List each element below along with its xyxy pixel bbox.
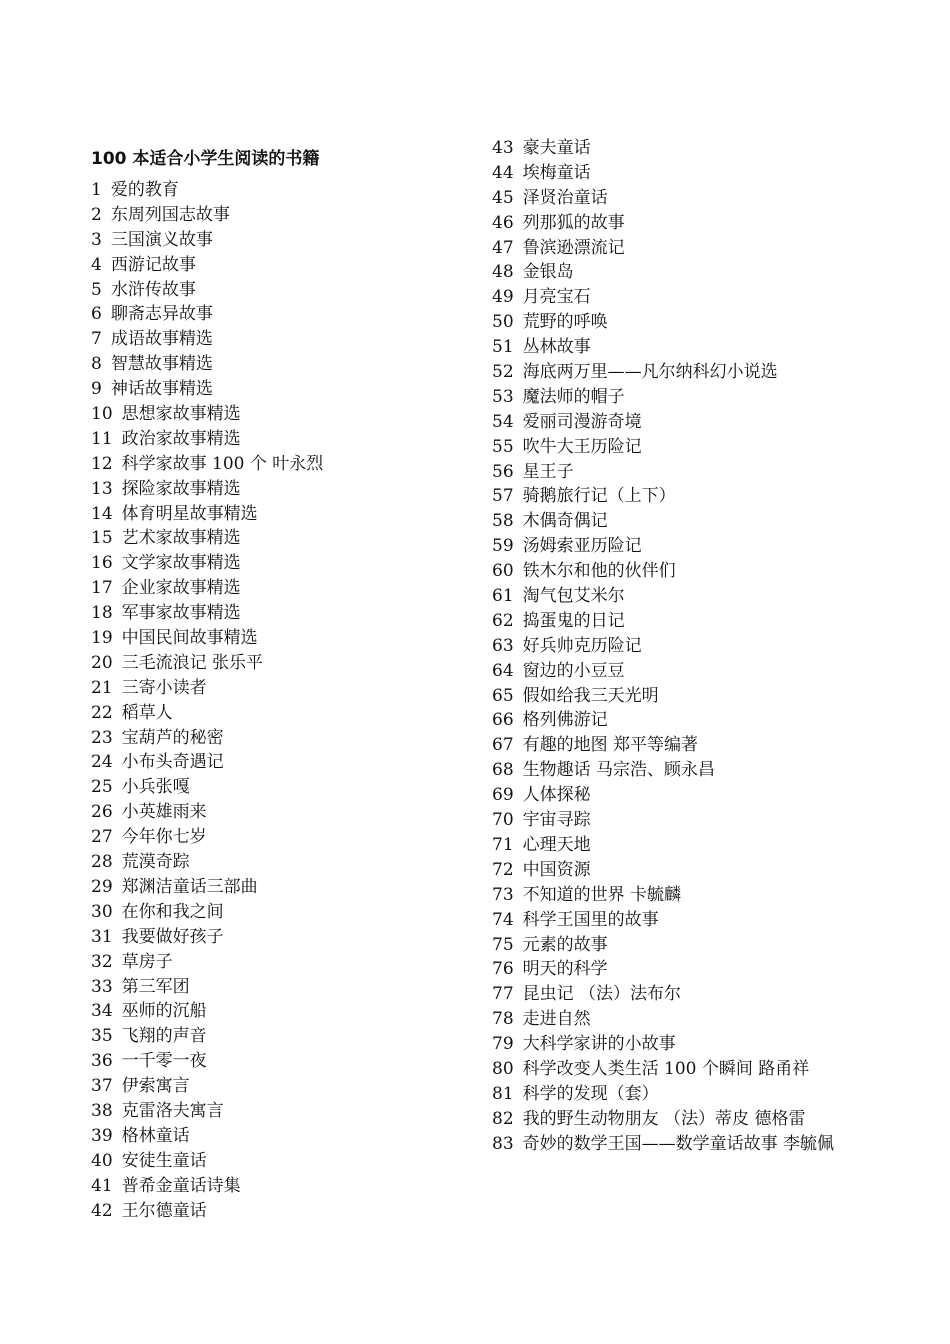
book-list-item [91,626,471,651]
book-list-item [91,925,471,950]
book-number: 43 [492,138,514,158]
book-number: 52 [492,362,514,383]
book-title: 豪夫童话 [522,138,591,158]
book-number: 32 [91,951,113,972]
book-title: 文学家故事精选 [121,553,241,574]
book-title: 小兵张嘎 [121,777,190,798]
book-list-item [492,1132,864,1157]
book-title: 三毛流浪记 张乐平 [121,652,264,673]
book-title: 一千零一夜 [121,1051,207,1072]
book-number: 20 [91,652,113,673]
book-number: 79 [492,1034,514,1055]
book-title: 木偶奇偶记 [522,511,608,532]
book-title: 心理天地 [522,834,591,855]
book-number: 50 [492,312,514,333]
book-list-item [91,701,471,726]
book-list-item [492,285,872,310]
book-title: 普希金童话诗集 [121,1175,241,1196]
book-list-item [492,584,872,609]
book-number: 42 [91,1200,113,1221]
book-list-item [492,1007,872,1032]
book-title: 格列佛游记 [522,710,608,731]
book-list-item [492,410,872,435]
book-list-item [91,775,471,800]
book-title: 荒漠奇踪 [121,852,190,873]
book-number: 11 [91,428,113,449]
book-number: 65 [492,685,514,706]
book-title: 铁木尔和他的伙伴们 [522,561,676,582]
book-list-item [492,634,872,659]
book-list-item [492,435,872,460]
book-title: 克雷洛夫寓言 [121,1100,224,1121]
book-list-item [91,203,471,228]
book-title: 稻草人 [121,702,173,723]
book-title: 魔法师的帽子 [522,386,625,407]
book-number: 18 [91,603,113,624]
book-list-item [91,825,471,850]
book-number: 7 [91,329,102,350]
book-list-right [492,136,872,1157]
book-number: 80 [492,1058,514,1079]
book-title: 宝葫芦的秘密 [121,727,224,748]
book-list-item [91,253,471,278]
book-title: 好兵帅克历险记 [522,635,642,656]
book-list-item [492,335,872,360]
book-title: 王尔德童话 [121,1200,207,1221]
book-list-item [492,982,872,1007]
book-title: 水浒传故事 [110,279,196,300]
book-title: 郑渊洁童话三部曲 [121,876,258,897]
book-title: 捣蛋鬼的日记 [522,610,625,631]
book-list-item [91,1199,471,1224]
book-list-item [91,850,471,875]
document-title: 100 本适合小学生阅读的书籍 [91,149,320,169]
book-number: 26 [91,802,113,823]
book-number: 9 [91,379,102,400]
book-title: 第三军团 [121,976,190,997]
book-title: 生物趣话 马宗浩、顾永昌 [522,760,716,781]
book-list-item [492,1032,872,1057]
book-title: 元素的故事 [522,934,608,955]
book-number: 73 [492,884,514,905]
book-number: 17 [91,578,113,599]
book-number: 51 [492,337,514,358]
book-list-item [492,708,872,733]
book-list-item [91,526,471,551]
book-list-item [91,1024,471,1049]
book-list-item [91,452,471,477]
book-number: 8 [91,354,102,375]
book-list-item [492,559,872,584]
book-number: 78 [492,1009,514,1030]
book-title: 骑鹅旅行记（上下） [522,486,676,507]
book-title: 泽贤治童话 [522,187,608,208]
book-title: 科学的发现（套） [522,1083,659,1104]
book-number: 39 [91,1125,113,1146]
book-list-item [91,950,471,975]
book-list-item [492,186,872,211]
book-number: 69 [492,785,514,806]
book-title: 科学家故事 100 个 叶永烈 [121,453,324,474]
book-number: 46 [492,212,514,233]
book-number: 70 [492,810,514,831]
book-list-item [91,999,471,1024]
book-number: 83 [492,1133,514,1154]
book-number: 35 [91,1026,113,1047]
book-list-item [91,178,471,203]
book-title: 东周列国志故事 [110,204,230,225]
book-list-item [91,327,471,352]
book-list-item [492,808,872,833]
book-number: 22 [91,702,113,723]
book-number: 66 [492,710,514,731]
book-list-item [492,161,872,186]
book-number: 45 [492,187,514,208]
book-title: 三国演义故事 [110,229,213,250]
book-title: 中国民间故事精选 [121,628,258,649]
book-title: 不知道的世界 卡毓麟 [522,884,682,905]
book-list-item [91,676,471,701]
book-list-item [492,957,872,982]
book-list-item [492,534,872,559]
book-number: 64 [492,660,514,681]
book-list-item [492,858,872,883]
book-number: 61 [492,586,514,607]
book-title: 荒野的呼唤 [522,312,608,333]
book-list-item [91,302,471,327]
book-title: 飞翔的声音 [121,1026,207,1047]
book-title: 假如给我三天光明 [522,685,659,706]
book-list-item [91,551,471,576]
book-title: 今年你七岁 [121,827,207,848]
book-number: 74 [492,909,514,930]
book-number: 59 [492,536,514,557]
book-list-item [492,460,872,485]
book-number: 72 [492,859,514,880]
book-number: 56 [492,461,514,482]
book-title: 我的野生动物朋友 （法）蒂皮 德格雷 [522,1108,806,1129]
left-column [91,145,471,1223]
book-number: 27 [91,827,113,848]
book-number: 37 [91,1076,113,1097]
book-title: 爱的教育 [110,180,179,200]
book-number: 40 [91,1150,113,1171]
book-number: 6 [91,304,102,325]
book-number: 68 [492,760,514,781]
book-list-item [492,908,872,933]
book-number: 49 [492,287,514,308]
book-number: 75 [492,934,514,955]
book-list-item [492,260,872,285]
book-list-item [91,750,471,775]
book-title: 艺术家故事精选 [121,528,241,549]
book-number: 57 [492,486,514,507]
book-title: 科学改变人类生活 100 个瞬间 路甬祥 [522,1058,810,1079]
book-number: 36 [91,1051,113,1072]
book-number: 41 [91,1175,113,1196]
book-title: 成语故事精选 [110,329,213,350]
book-list-item [492,609,872,634]
book-title: 汤姆索亚历险记 [522,536,642,557]
book-list-item [91,502,471,527]
book-title: 草房子 [121,951,173,972]
book-title: 昆虫记 （法）法布尔 [522,984,682,1005]
book-number: 28 [91,852,113,873]
book-title: 政治家故事精选 [121,428,241,449]
book-title: 巫师的沉船 [121,1001,207,1022]
book-list-item [492,136,872,161]
book-number: 5 [91,279,102,300]
book-title: 科学王国里的故事 [522,909,659,930]
book-list-item [91,352,471,377]
book-list-item [91,1149,471,1174]
book-number: 76 [492,959,514,980]
book-list-item [492,211,872,236]
book-title: 奇妙的数学王国——数学童话故事 李毓佩 [522,1133,835,1154]
book-title: 探险家故事精选 [121,478,241,499]
book-title: 海底两万里——凡尔纳科幻小说选 [522,362,778,383]
book-list-item [492,385,872,410]
book-number: 25 [91,777,113,798]
book-title: 星王子 [522,461,574,482]
book-list-item [91,1049,471,1074]
book-list-item [492,360,872,385]
book-number: 67 [492,735,514,756]
book-number: 81 [492,1083,514,1104]
book-title: 月亮宝石 [522,287,591,308]
book-number: 58 [492,511,514,532]
book-number: 48 [492,262,514,283]
book-number: 77 [492,984,514,1005]
book-title: 智慧故事精选 [110,354,213,375]
book-title: 金银岛 [522,262,574,283]
book-list-item [492,833,872,858]
book-number: 15 [91,528,113,549]
book-list-item [492,883,872,908]
book-list-item [91,1074,471,1099]
book-list-item [91,228,471,253]
book-list-item [492,758,872,783]
book-number: 33 [91,976,113,997]
book-number: 54 [492,411,514,432]
book-number: 10 [91,404,113,425]
book-number: 1 [91,180,102,200]
book-number: 47 [492,237,514,258]
book-list-item [91,975,471,1000]
book-list-item [492,933,872,958]
book-list-item [492,509,872,534]
book-list-item [91,601,471,626]
book-number: 55 [492,436,514,457]
book-title: 格林童话 [121,1125,190,1146]
book-list-item [91,1099,471,1124]
book-title: 思想家故事精选 [121,404,241,425]
book-title: 列那狐的故事 [522,212,625,233]
book-title: 在你和我之间 [121,901,224,922]
book-list-item [492,1082,872,1107]
book-title: 安徒生童话 [121,1150,207,1171]
book-title: 小英雄雨来 [121,802,207,823]
book-title: 三寄小读者 [121,677,207,698]
book-title: 中国资源 [522,859,591,880]
book-list-item [492,236,872,261]
book-number: 34 [91,1001,113,1022]
book-title: 窗边的小豆豆 [522,660,625,681]
book-title: 爱丽司漫游奇境 [522,411,642,432]
book-title: 神话故事精选 [110,379,213,400]
book-list-item [91,477,471,502]
book-title: 明天的科学 [522,959,608,980]
book-list-item [91,427,471,452]
book-list-item [91,1174,471,1199]
book-title: 西游记故事 [110,254,196,275]
book-title: 有趣的地图 郑平等编著 [522,735,699,756]
book-number: 16 [91,553,113,574]
book-number: 3 [91,229,102,250]
book-list-item [91,1124,471,1149]
book-number: 60 [492,561,514,582]
book-list-item [91,900,471,925]
book-number: 62 [492,610,514,631]
right-column [492,136,872,1157]
book-number: 13 [91,478,113,499]
book-number: 30 [91,901,113,922]
book-list-left [91,178,471,1223]
book-list-item [492,1107,872,1132]
book-title: 企业家故事精选 [121,578,241,599]
book-number: 63 [492,635,514,656]
book-title: 小布头奇遇记 [121,752,224,773]
book-number: 38 [91,1100,113,1121]
book-title: 大科学家讲的小故事 [522,1034,676,1055]
book-list-item [492,310,872,335]
book-title: 埃梅童话 [522,162,591,183]
book-number: 71 [492,834,514,855]
book-list-item [91,726,471,751]
book-title: 淘气包艾米尔 [522,586,625,607]
book-title: 丛林故事 [522,337,591,358]
book-title: 体育明星故事精选 [121,503,258,524]
book-title: 鲁滨逊漂流记 [522,237,625,258]
book-list-item [91,377,471,402]
book-list-item [91,576,471,601]
book-list-item [91,651,471,676]
book-number: 53 [492,386,514,407]
book-title: 聊斋志异故事 [110,304,213,325]
book-title: 走进自然 [522,1009,591,1030]
book-title: 我要做好孩子 [121,926,224,947]
book-number: 21 [91,677,113,698]
book-title: 人体探秘 [522,785,591,806]
book-list-item [492,659,872,684]
book-number: 29 [91,876,113,897]
book-number: 4 [91,254,102,275]
book-list-item [91,875,471,900]
book-list-item [492,783,872,808]
book-title: 军事家故事精选 [121,603,241,624]
book-list-item [492,484,872,509]
book-list-item [91,402,471,427]
book-number: 24 [91,752,113,773]
book-list-item [492,1057,872,1082]
book-list-item [91,278,471,303]
book-title: 吹牛大王历险记 [522,436,642,457]
book-list-item [91,800,471,825]
book-list-item [492,733,872,758]
book-number: 31 [91,926,113,947]
book-number: 2 [91,204,102,225]
book-number: 23 [91,727,113,748]
book-title: 宇宙寻踪 [522,810,591,831]
book-list-item [492,684,872,709]
book-number: 12 [91,453,113,474]
book-number: 44 [492,162,514,183]
book-number: 82 [492,1108,514,1129]
book-title: 伊索寓言 [121,1076,190,1097]
book-number: 14 [91,503,113,524]
book-number: 19 [91,628,113,649]
